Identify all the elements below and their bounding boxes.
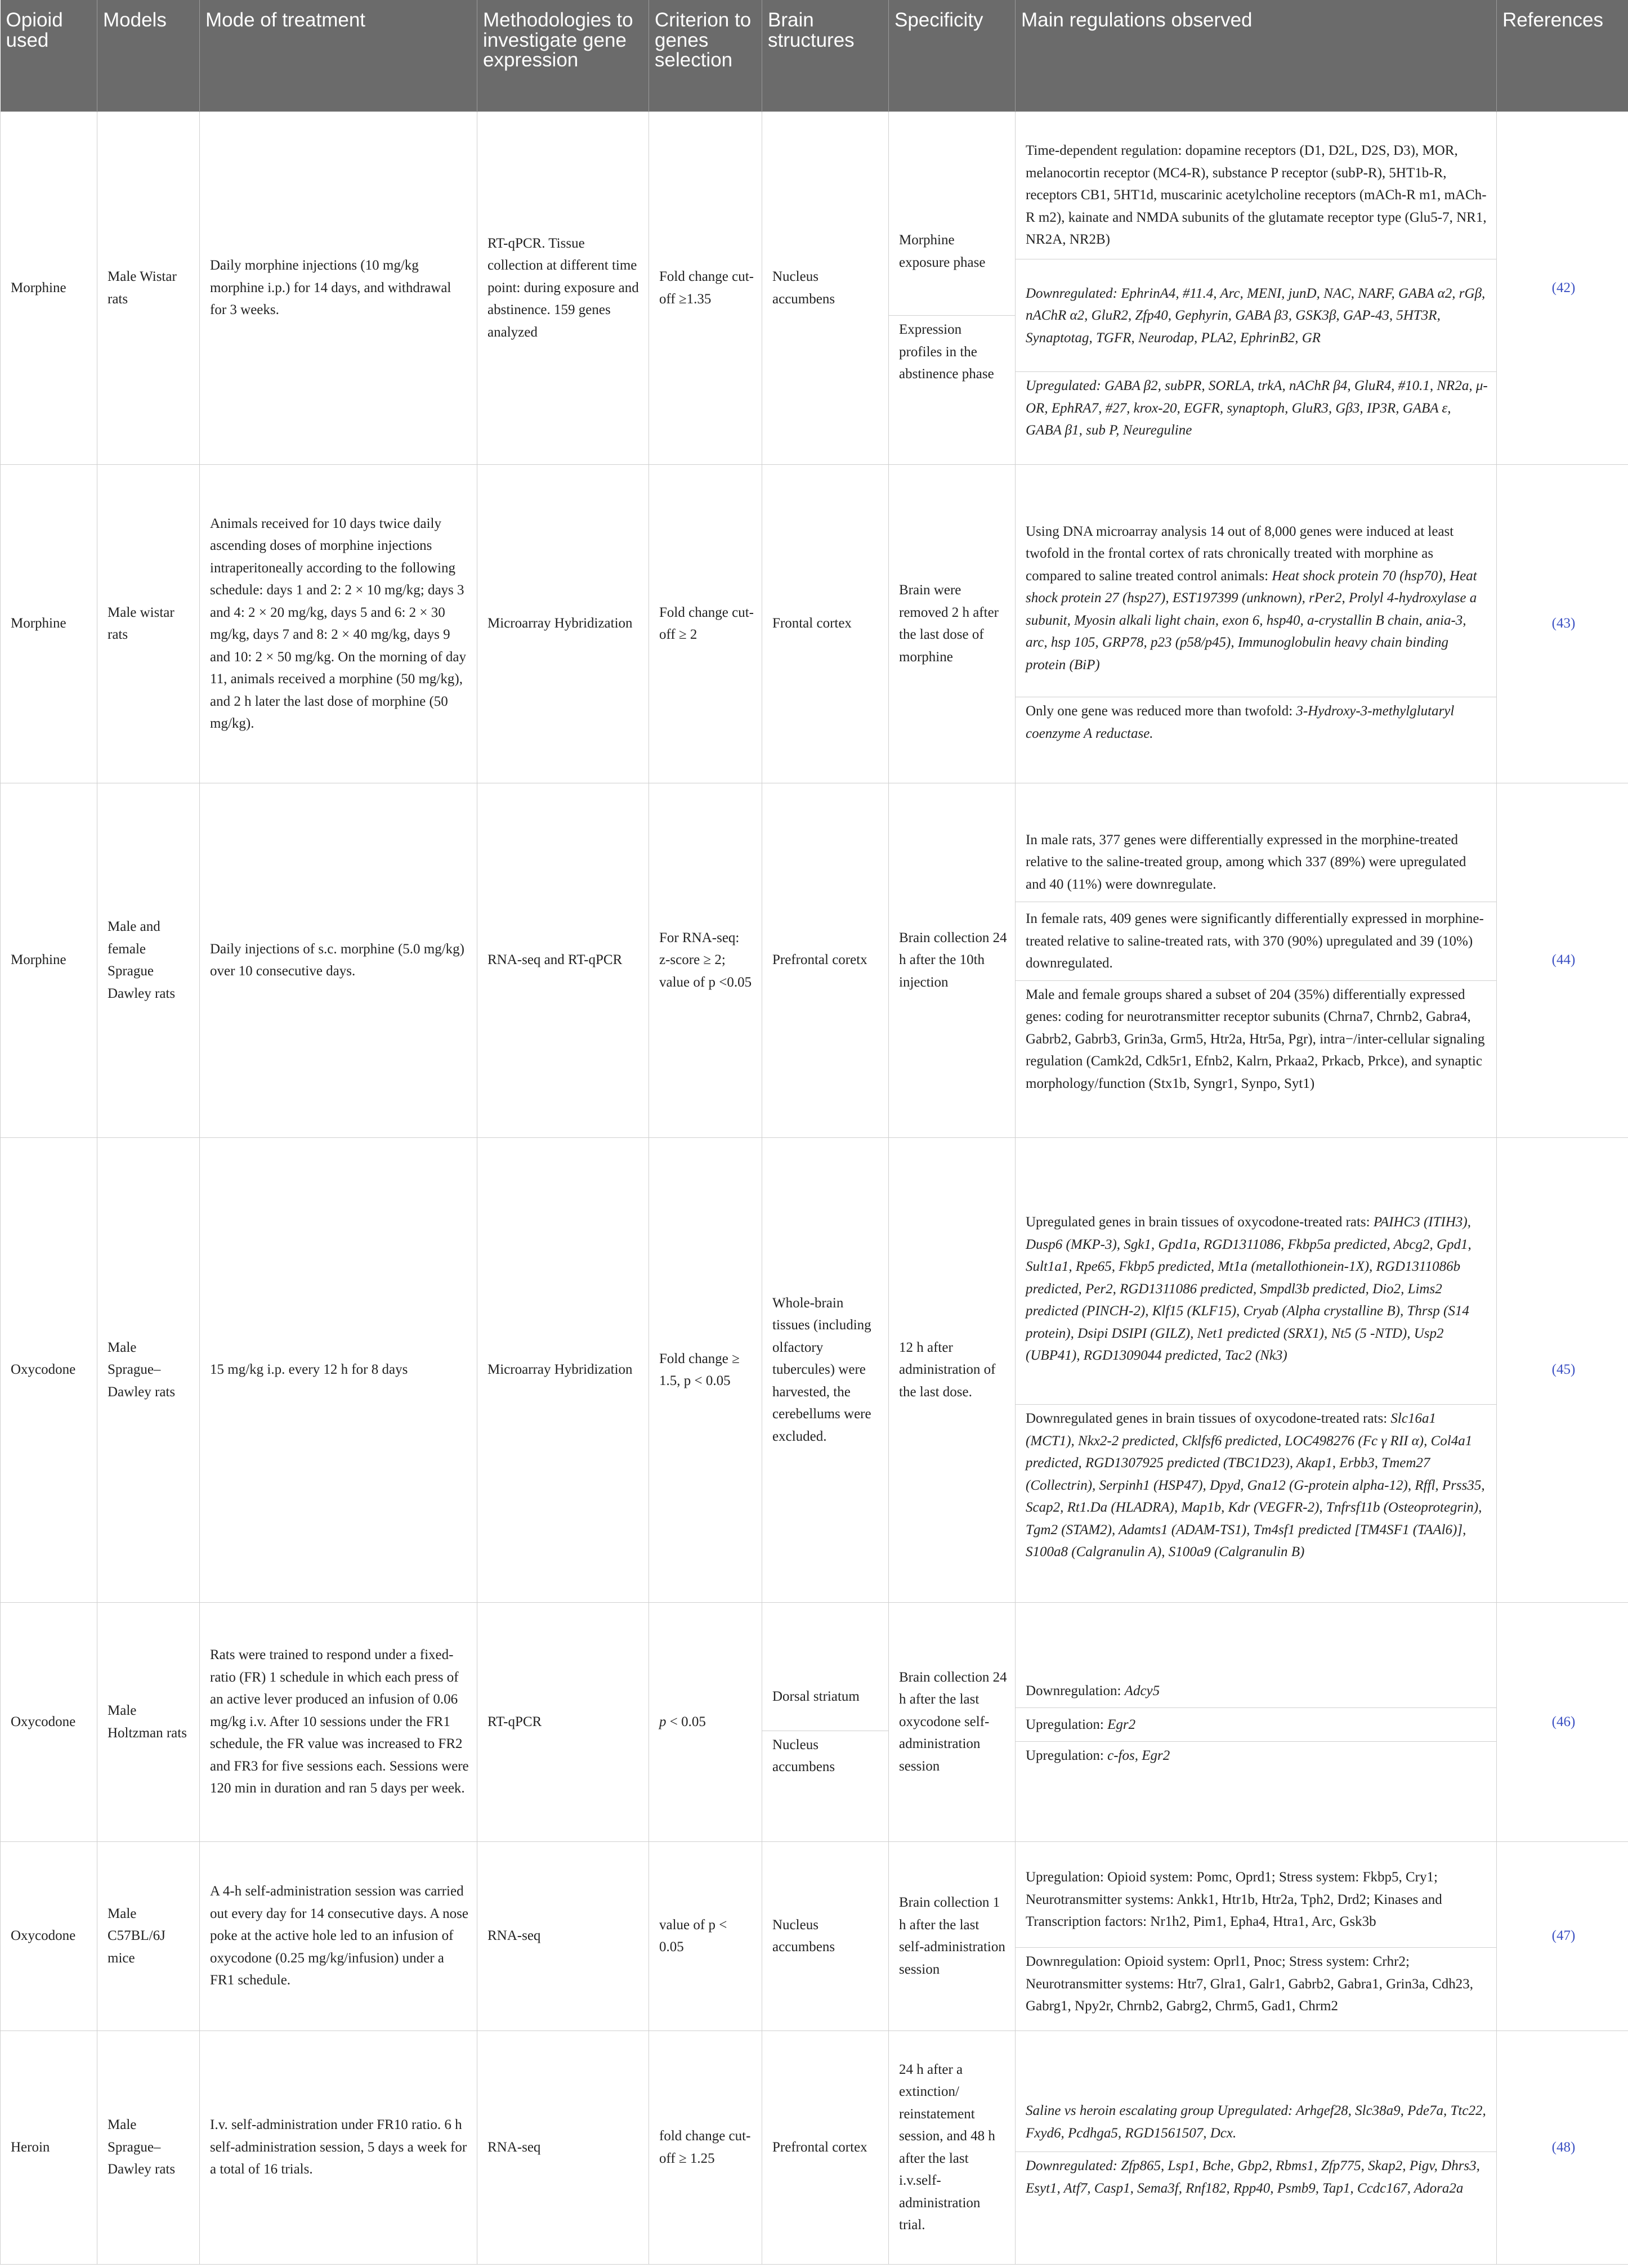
- cell-model: Male wistar rats: [97, 464, 200, 783]
- cell-specificity: Brain collection 24 h after the last oxycodone self-administration session: [889, 1602, 1016, 1841]
- cell-method: RT-qPCR. Tissue collection at different time point: during exposure and abstinence. 159 genes analyzed: [477, 111, 649, 464]
- cell-treatment: 15 mg/kg i.p. every 12 h for 8 days: [200, 1137, 477, 1602]
- regulation-reduced-genes: 3-Hydroxy-3-methylglutaryl coenzyme A reductase.: [1026, 703, 1455, 741]
- cell-criterion: For RNA-seq: z-score ≥ 2; value of p <0.05: [649, 783, 762, 1137]
- cell-opioid: Oxycodone: [1, 1602, 97, 1841]
- cell-opioid: Morphine: [1, 464, 97, 783]
- regulation-reduced: [1016, 697, 1496, 747]
- regulation-upregulated-genes: PAIHC3 (ITIH3), Dusp6 (MKP-3), Sgk1, Gpd1a, RGD1311086, Fkbp5a predicted, Abcg2, Gpd1, Sult1a1, Rpe65, Fkbp5 predicted, Mt1a (metallothionein-1X), RGD1311086b predicted, Per2, RGD1311086 predicted, Smpdl3b predicted, Dio2, Lims2 predicted (PINCH-2), Klf15 (KLF15), Cryab (Alpha crystalline B), Thrsp (S14 protein), Dsipi DSIPI (GILZ), Net1 predicted (SRX1), Nt5 (5 -NTD), Usp2 (UBP41), RGD1309044 predicted, Tac2 (Nk3): [1026, 1214, 1472, 1363]
- cell-criterion: Fold change ≥ 1.5, p < 0.05: [649, 1137, 762, 1602]
- regulation-downregulation: Downregulation: Opioid system: Oprl1, Pnoc; Stress system: Crhr2; Neurotransmitter systems: Htr7, Glra1, Galr1, Gabrb2, Gabra1, Grin3a, Cdh23, Gabrg1, Npy2r, Chrnb2, Gabrg2, Chrm5, Gad1, Chrm2: [1016, 1947, 1496, 2020]
- table-row: [1, 1841, 1628, 2031]
- regulation-upregulated-text: Upregulated genes in brain tissues of oxycodone-treated rats:: [1026, 1214, 1374, 1230]
- regulation-up-accumbens: [1016, 1741, 1496, 1770]
- cell-structure: Nucleus accumbens: [762, 111, 889, 464]
- cell-opioid: Oxycodone: [1, 1137, 97, 1602]
- cell-structure: Prefrontal cortex: [762, 2031, 889, 2264]
- cell-opioid: Oxycodone: [1, 1841, 97, 2031]
- regulation-label: Downregulation:: [1026, 1683, 1125, 1698]
- regulation-reduced-text: Only one gene was reduced more than twofold:: [1026, 703, 1296, 719]
- table-row: [1, 1137, 1628, 1602]
- cell-model: Male Holtzman rats: [97, 1602, 200, 1841]
- regulation-downregulated-text: Downregulated genes in brain tissues of oxycodone-treated rats:: [1026, 1411, 1391, 1427]
- table-row: [1, 2031, 1628, 2264]
- regulation-upregulated: [1016, 1173, 1496, 1404]
- reference-link[interactable]: (45): [1497, 1137, 1628, 1602]
- cell-specificity: Brain collection 24 h after the 10th injection: [889, 783, 1016, 1137]
- regulation-downregulated: Downregulated: EphrinA4, #11.4, Arc, MENI, junD, NAC, NARF, GABA α2, rGβ, nAChR α2, GluR2, Zfp40, Gephyrin, GABA β3, GSK3β, GAP-43, 5HT3R, Synaptotag, TGFR, Neurodap, PLA2, EphrinB2, GR: [1016, 259, 1496, 371]
- reference-link[interactable]: (43): [1497, 464, 1628, 783]
- cell-specificity: 24 h after a extinction/ reinstatement session, and 48 h after the last i.v.self-administration trial.: [889, 2031, 1016, 2264]
- cell-structure: Nucleus accumbens: [762, 1841, 889, 2031]
- table-row: [1, 464, 1628, 783]
- reference-link[interactable]: (48): [1497, 2031, 1628, 2264]
- reference-link[interactable]: (42): [1497, 111, 1628, 464]
- header-models: Models: [97, 0, 200, 111]
- regulation-down-striatum: [1016, 1674, 1496, 1707]
- cell-method: Microarray Hybridization: [477, 464, 649, 783]
- regulation-label: Upregulation:: [1026, 1717, 1108, 1732]
- cell-opioid: Morphine: [1, 783, 97, 1137]
- regulation-genes: Adcy5: [1124, 1683, 1160, 1698]
- header-opioid-used: Opioid used: [1, 0, 97, 111]
- regulation-female: In female rats, 409 genes were significantly differentially expressed in morphine-treated relative to saline-treated rats, with 370 (90%) upregulated and 39 (10%) downregulated.: [1016, 902, 1496, 980]
- regulation-shared: Male and female groups shared a subset of 204 (35%) differentially expressed genes: coding for neurotransmitter receptor subunits (Chrna7, Chrnb2, Gabra4, Gabrb2, Gabrb3, Grin3a, Grm5, Htr2a, Htr5a, Pgr), intra−/inter-cellular signaling regulation (Camk2d, Cdk5r1, Efnb2, Kalrn, Prkaa2, Prkacb, Prkce), and synaptic morphology/function (Stx1b, Syngr1, Synpo, Syt1): [1016, 980, 1496, 1098]
- cell-specificity: Brain were removed 2 h after the last dose of morphine: [889, 464, 1016, 783]
- cell-regulations: [1016, 111, 1497, 464]
- cell-method: RNA-seq: [477, 1841, 649, 2031]
- header-main-regulations: Main regulations observed: [1016, 0, 1497, 111]
- regulation-downregulated: Downregulated: Zfp865, Lsp1, Bche, Gbp2, Rbms1, Zfp775, Skap2, Pigv, Dhrs3, Esyt1, Atf7, Casp1, Sema3f, Rnf182, Rpp40, Psmb9, Tap1, Ccdc167, Adora2a: [1016, 2152, 1496, 2202]
- table-header: [1, 0, 1628, 111]
- cell-criterion: value of p < 0.05: [649, 1841, 762, 2031]
- cell-structure: Whole-brain tissues (including olfactory tubercules) were harvested, the cerebellums were excluded.: [762, 1137, 889, 1602]
- cell-method: RNA-seq and RT-qPCR: [477, 783, 649, 1137]
- regulation-downregulated-genes: Slc16a1 (MCT1), Nkx2-2 predicted, Cklfsf6 predicted, LOC498276 (Fc γ RII α), Col4a1 predicted, RGD1307925 predicted (TBC1D23), Akap1, Erbb3, Tmem27 (Collectrin), Serpinh1 (HSP47), Dpyd, Gna12 (G-protein alpha-12), Rffl, Prss35, Scap2, Rt1.Da (HLADRA), Map1b, Kdr (VEGFR-2), Tnfrsf11b (Osteoprotegrin), Tgm2 (STAM2), Adamts1 (ADAM-TS1), Tm4sf1 predicted [TM4SF1 (TAAl6)], S100a8 (Calgranulin A), S100a9 (Calgranulin B): [1026, 1411, 1485, 1560]
- cell-criterion: p < 0.05: [649, 1602, 762, 1841]
- regulation-time-dependent: Time-dependent regulation: dopamine receptors (D1, D2L, D2S, D3), MOR, melanocortin receptor (MC4-R), substance P receptor (subP-R), 5HT1b-R, receptors CB1, 5HT1d, muscarinic acetylcholine receptors (mACh-R m1, mACh-R m2), kainate and NMDA subunits of the glutamate receptor type (Glu5-7, NR1, NR2A, NR2B): [1026, 143, 1487, 247]
- cell-structure: [762, 1602, 889, 1841]
- cell-model: Male Sprague–Dawley rats: [97, 2031, 200, 2264]
- cell-treatment: A 4-h self-administration session was carried out every day for 14 consecutive days. A nose poke at the active hole led to an infusion of oxycodone (0.25 mg/kg/infusion) under a FR1 schedule.: [200, 1841, 477, 2031]
- cell-treatment: Animals received for 10 days twice daily ascending doses of morphine injections intraperitoneally according to the following schedule: days 1 and 2: 2 × 10 mg/kg; days 3 and 4: 2 × 20 mg/kg, days 5 and 6: 2 × 30 mg/kg, days 7 and 8: 2 × 40 mg/kg, days 9 and 10: 2 × 50 mg/kg. On the morning of day 11, animals received a morphine (50 mg/kg), and 2 h later the last dose of morphine (50 mg/kg).: [200, 464, 477, 783]
- regulation-induced: [1016, 500, 1496, 697]
- cell-model: Male C57BL/6J mice: [97, 1841, 200, 2031]
- regulation-genes: c-fos, Egr2: [1107, 1748, 1170, 1764]
- regulation-upregulation: Upregulation: Opioid system: Pomc, Oprd1; Stress system: Fkbp5, Cry1; Neurotransmitter systems: Ankk1, Htr1b, Htr2a, Tph2, Drd2; Kinases and Transcription factors: Nr1h2, Pim1, Epha4, Htra1, Arc, Gsk3b: [1026, 1870, 1442, 1929]
- cell-treatment: Daily injections of s.c. morphine (5.0 mg/kg) over 10 consecutive days.: [200, 783, 477, 1137]
- cell-criterion: fold change cut-off ≥ 1.25: [649, 2031, 762, 2264]
- regulation-downregulated: [1016, 1404, 1496, 1566]
- regulation-up-striatum: [1016, 1707, 1496, 1741]
- cell-regulations: [1016, 783, 1497, 1137]
- cell-treatment: I.v. self-administration under FR10 ratio. 6 h self-administration session, 5 days a week for a total of 16 trials.: [200, 2031, 477, 2264]
- reference-link[interactable]: (47): [1497, 1841, 1628, 2031]
- cell-method: RNA-seq: [477, 2031, 649, 2264]
- cell-model: Male and female Sprague Dawley rats: [97, 783, 200, 1137]
- regulation-upregulated: Saline vs heroin escalating group Upregulated: Arhgef28, Slc38a9, Pde7a, Ttc22, Fxyd6, Pcdhga5, RGD1561507, Dcx.: [1026, 2103, 1486, 2141]
- cell-model: Male Sprague–Dawley rats: [97, 1137, 200, 1602]
- cell-criterion: Fold change cut-off ≥1.35: [649, 111, 762, 464]
- cell-opioid: Morphine: [1, 111, 97, 464]
- cell-structure: Frontal cortex: [762, 464, 889, 783]
- header-criterion: Criterion to genes selection: [649, 0, 762, 111]
- cell-method: Microarray Hybridization: [477, 1137, 649, 1602]
- table-row: [1, 783, 1628, 1137]
- cell-specificity: Brain collection 1 h after the last self-administration session: [889, 1841, 1016, 2031]
- table-row: [1, 1602, 1628, 1841]
- cell-treatment: Daily morphine injections (10 mg/kg morphine i.p.) for 14 days, and withdrawal for 3 weeks.: [200, 111, 477, 464]
- cell-treatment: Rats were trained to respond under a fixed-ratio (FR) 1 schedule in which each press of an active lever produced an infusion of 0.06 mg/kg i.v. After 10 sessions under the FR1 schedule, the FR value was increased to FR2 and FR3 for five sessions each. Sessions were 120 min in duration and ran 5 days per week.: [200, 1602, 477, 1841]
- table-row: [1, 111, 1628, 464]
- cell-regulations: [1016, 1602, 1497, 1841]
- cell-model: Male Wistar rats: [97, 111, 200, 464]
- structure-dorsal-striatum: Dorsal striatum: [772, 1688, 860, 1704]
- regulation-induced-text: Using DNA microarray analysis 14 out of 8,000 genes were induced at least twofold in the frontal cortex of rats chronically treated with morphine as compared to saline treated control animals:: [1026, 523, 1454, 584]
- regulation-induced-genes: Heat shock protein 70 (hsp70), Heat shock protein 27 (hsp27), EST197399 (unknown), rPer2, Prolyl 4-hydroxylase a subunit, Myosin alkali light chain, exon 6, hsp40, a-crystallin B chain, ania-3, arc, hsp 105, GRP78, p23 (p58/p45), Immunoglobulin heavy chain binding protein (BiP): [1026, 568, 1477, 673]
- cell-method: RT-qPCR: [477, 1602, 649, 1841]
- header-methodologies: Methodologies to investigate gene expression: [477, 0, 649, 111]
- cell-regulations: [1016, 1841, 1497, 2031]
- specificity-abstinence: Expression profiles in the abstinence phase: [889, 315, 1015, 388]
- structure-nucleus-accumbens: Nucleus accumbens: [762, 1731, 888, 1781]
- cell-regulations: [1016, 464, 1497, 783]
- header-brain-structures: Brain structures: [762, 0, 889, 111]
- cell-specificity: [889, 111, 1016, 464]
- cell-specificity: 12 h after administration of the last dose.: [889, 1137, 1016, 1602]
- regulation-male: In male rats, 377 genes were differentially expressed in the morphine-treated relative to the saline-treated group, among which 337 (89%) were upregulated and 40 (11%) were downregulate.: [1026, 832, 1466, 892]
- specificity-exposure: Morphine exposure phase: [899, 232, 986, 270]
- cell-criterion: Fold change cut-off ≥ 2: [649, 464, 762, 783]
- cell-regulations: [1016, 2031, 1497, 2264]
- header-specificity: Specificity: [889, 0, 1016, 111]
- reference-link[interactable]: (46): [1497, 1602, 1628, 1841]
- cell-structure: Prefrontal coretx: [762, 783, 889, 1137]
- regulation-upregulated: Upregulated: GABA β2, subPR, SORLA, trkA, nAChR β4, GluR4, #10.1, NR2a, μ-OR, EphRA7, #27, krox-20, EGFR, synaptoph, GluR3, Gβ3, IP3R, GABA ε, GABA β1, sub P, Neureguline: [1016, 371, 1496, 445]
- cell-opioid: Heroin: [1, 2031, 97, 2264]
- header-references: References: [1497, 0, 1628, 111]
- header-mode-of-treatment: Mode of treatment: [200, 0, 477, 111]
- regulation-genes: Egr2: [1107, 1717, 1136, 1732]
- regulation-label: Upregulation:: [1026, 1748, 1108, 1764]
- cell-regulations: [1016, 1137, 1497, 1602]
- reference-link[interactable]: (44): [1497, 783, 1628, 1137]
- criterion-rest: < 0.05: [666, 1714, 706, 1729]
